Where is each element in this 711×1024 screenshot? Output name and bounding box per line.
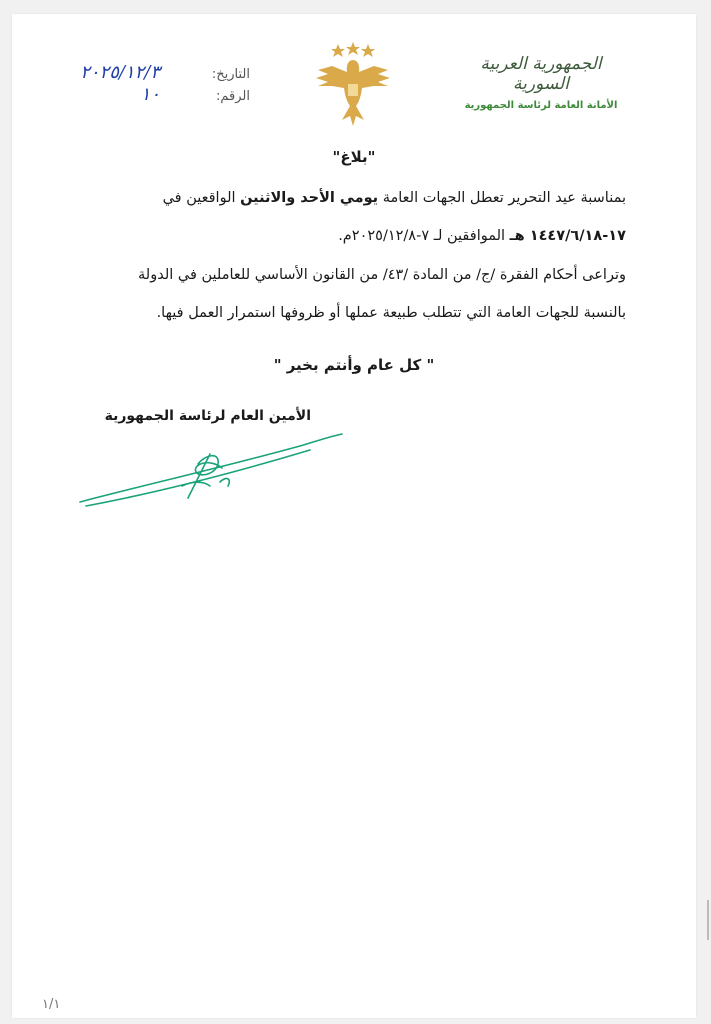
notice-line-3: وتراعى أحكام الفقرة /ج/ من المادة /٤٣/ من القانون الأساسي للعاملين في الدولة [138,267,626,283]
letterhead [456,54,626,111]
number-label: الرقم: [216,89,250,104]
notice-title: "بلاغ" [332,148,376,166]
line1-text-a: بمناسبة عيد التحرير تعطل الجهات العامة [378,190,626,206]
greeting: " كل عام وأنتم بخير " [273,356,435,374]
number-row [30,84,250,106]
eagle-emblem-icon [312,40,394,130]
page-number: ١/١ [42,997,61,1012]
line2-bold-hijri-date: ١٧-١٤٤٧/٦/١٨ هـ [509,228,626,244]
date-value: ٢٠٢٥/١٢/٣ [80,62,160,83]
org-title: الجمهورية العربية السورية [480,54,602,94]
reference-block [30,62,250,106]
line1-bold-days: يومي الأحد والاثنين [240,190,379,206]
notice-line-1 [106,188,626,208]
scan-edge-mark [707,900,709,940]
org-subtitle: الأمانة العامة لرئاسة الجمهورية [464,100,618,111]
number-value: ١٠ [140,84,160,105]
notice-line-2 [106,226,626,246]
document-page [12,14,696,1018]
line1-text-b: الواقعين في [162,190,241,206]
handwritten-signature-icon [70,424,350,514]
date-row [30,62,250,84]
signatory-title: الأمين العام لرئاسة الجمهورية [104,408,311,424]
notice-line-4: بالنسبة للجهات العامة التي تتطلب طبيعة عملها أو ظروفها استمرار العمل فيها. [156,305,626,321]
date-label: التاريخ: [211,67,250,82]
line2-text: الموافقين لـ ٧-٢٠٢٥/١٢/٨م. [338,228,510,244]
